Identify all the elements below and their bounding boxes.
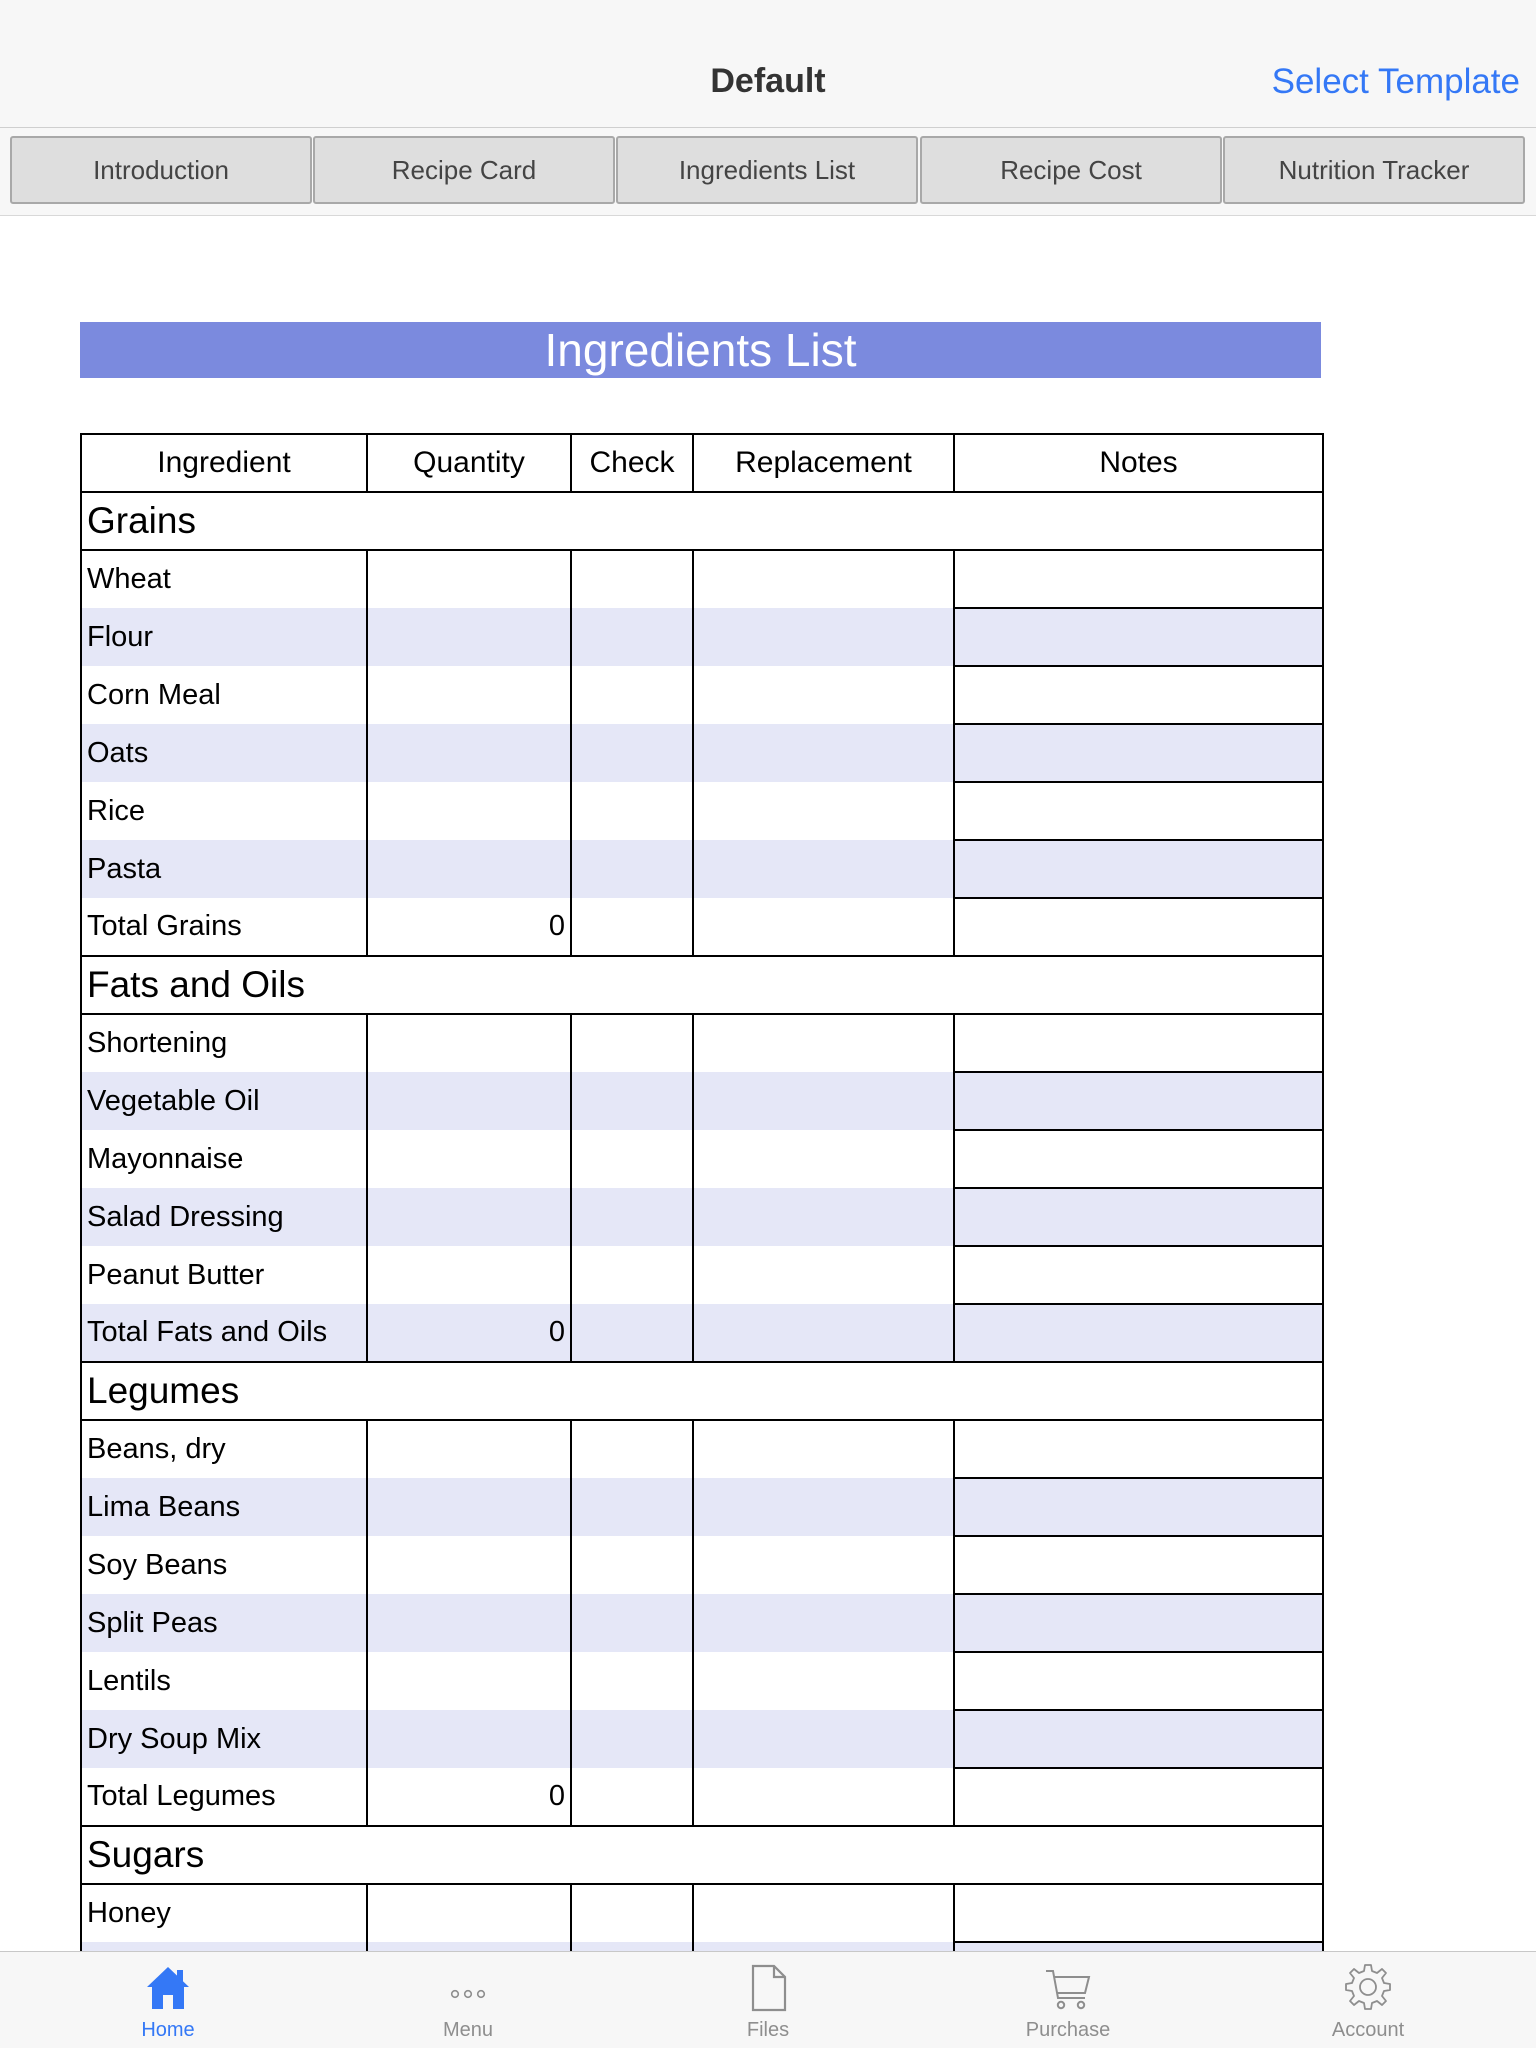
spreadsheet-area[interactable] (0, 217, 1536, 1951)
check-cell[interactable] (571, 666, 693, 724)
check-cell[interactable] (571, 840, 693, 898)
total-quantity-cell[interactable]: 0 (367, 898, 571, 956)
ingredient-cell[interactable]: Pasta (81, 840, 367, 898)
table-row (81, 1884, 1323, 1942)
document-title: Default (710, 62, 826, 100)
ingredient-cell[interactable]: Shortening (81, 1014, 367, 1072)
ingredients-table (80, 433, 1324, 1951)
check-cell[interactable] (571, 782, 693, 840)
replacement-cell[interactable] (693, 1014, 954, 1072)
tabbar-files-label: Files (746, 2019, 790, 2041)
section-header-row (81, 492, 1323, 550)
cart-icon (1043, 1962, 1093, 2014)
column-header-notes[interactable]: Notes (954, 434, 1323, 492)
check-cell[interactable] (571, 1942, 693, 1951)
tab-ingredients-list[interactable]: Ingredients List (616, 136, 918, 204)
bottom-tab-bar (0, 1951, 1536, 2048)
notes-cell[interactable] (954, 898, 1323, 956)
table-row (81, 550, 1323, 608)
replacement-cell[interactable] (693, 1710, 954, 1768)
column-header-check[interactable]: Check (571, 434, 693, 492)
table-row (81, 608, 1323, 666)
replacement-cell[interactable] (693, 724, 954, 782)
quantity-cell[interactable] (367, 1594, 571, 1652)
check-cell[interactable] (571, 1884, 693, 1942)
table-header-row (81, 434, 1323, 492)
notes-cell[interactable] (954, 1710, 1323, 1768)
check-cell[interactable] (571, 1536, 693, 1594)
check-cell[interactable] (571, 1188, 693, 1246)
notes-cell[interactable] (954, 1304, 1323, 1362)
tabbar-files[interactable] (618, 1952, 918, 2049)
replacement-cell[interactable] (693, 1768, 954, 1826)
file-icon (743, 1962, 793, 2014)
notes-cell[interactable] (954, 1130, 1323, 1188)
check-cell[interactable] (571, 608, 693, 666)
notes-cell[interactable] (954, 666, 1323, 724)
tab-nutrition-tracker[interactable]: Nutrition Tracker (1223, 136, 1525, 204)
replacement-cell[interactable] (693, 1304, 954, 1362)
notes-cell[interactable] (954, 840, 1323, 898)
table-row (81, 840, 1323, 898)
replacement-cell[interactable] (693, 1884, 954, 1942)
tabbar-account-label: Account (1331, 2019, 1405, 2041)
replacement-cell[interactable] (693, 840, 954, 898)
quantity-cell[interactable] (367, 1710, 571, 1768)
replacement-cell[interactable] (693, 666, 954, 724)
tab-recipe-card[interactable]: Recipe Card (313, 136, 615, 204)
replacement-cell[interactable] (693, 608, 954, 666)
table-row (81, 1188, 1323, 1246)
ingredient-cell[interactable]: Dry Soup Mix (81, 1710, 367, 1768)
ingredient-cell[interactable]: Beans, dry (81, 1420, 367, 1478)
section-header-row (81, 1826, 1323, 1884)
ingredient-cell[interactable]: Lentils (81, 1652, 367, 1710)
select-template-button[interactable]: Select Template (1271, 62, 1520, 101)
quantity-cell[interactable] (367, 724, 571, 782)
check-cell[interactable] (571, 1304, 693, 1362)
ingredient-cell[interactable]: Soy Beans (81, 1536, 367, 1594)
sheet-title-banner: Ingredients List (80, 322, 1321, 378)
quantity-cell[interactable] (367, 1884, 571, 1942)
total-row (81, 1768, 1323, 1826)
section-title[interactable]: Sugars (81, 1826, 1323, 1884)
quantity-cell[interactable] (367, 1942, 571, 1951)
total-row (81, 898, 1323, 956)
replacement-cell[interactable] (693, 1536, 954, 1594)
quantity-cell[interactable] (367, 782, 571, 840)
check-cell[interactable] (571, 1594, 693, 1652)
notes-cell[interactable] (954, 1420, 1323, 1478)
table-row (81, 782, 1323, 840)
check-cell[interactable] (571, 1652, 693, 1710)
table-row (81, 1594, 1323, 1652)
table-row (81, 1710, 1323, 1768)
table-row (81, 1942, 1323, 1951)
replacement-cell[interactable] (693, 782, 954, 840)
replacement-cell[interactable] (693, 1652, 954, 1710)
replacement-cell[interactable] (693, 1942, 954, 1951)
notes-cell[interactable] (954, 782, 1323, 840)
check-cell[interactable] (571, 724, 693, 782)
check-cell[interactable] (571, 1420, 693, 1478)
notes-cell[interactable] (954, 1884, 1323, 1942)
column-header-replacement[interactable]: Replacement (693, 434, 954, 492)
notes-cell[interactable] (954, 608, 1323, 666)
tabbar-home-label: Home (141, 2019, 195, 2041)
notes-cell[interactable] (954, 1594, 1323, 1652)
column-header-ingredient[interactable]: Ingredient (81, 434, 367, 492)
table-row (81, 1478, 1323, 1536)
check-cell[interactable] (571, 1710, 693, 1768)
column-header-quantity[interactable]: Quantity (367, 434, 571, 492)
notes-cell[interactable] (954, 1072, 1323, 1130)
tab-introduction[interactable]: Introduction (10, 136, 312, 204)
notes-cell[interactable] (954, 1014, 1323, 1072)
total-quantity-cell[interactable]: 0 (367, 1768, 571, 1826)
notes-cell[interactable] (954, 550, 1323, 608)
tabbar-account[interactable] (1218, 1952, 1518, 2049)
ingredient-cell[interactable]: Honey (81, 1884, 367, 1942)
quantity-cell[interactable] (367, 1246, 571, 1304)
ingredient-cell[interactable]: Vegetable Oil (81, 1072, 367, 1130)
quantity-cell[interactable] (367, 550, 571, 608)
table-row (81, 1072, 1323, 1130)
quantity-cell[interactable] (367, 1072, 571, 1130)
replacement-cell[interactable] (693, 550, 954, 608)
replacement-cell[interactable] (693, 1594, 954, 1652)
ingredient-cell[interactable]: Mayonnaise (81, 1130, 367, 1188)
check-cell[interactable] (571, 1246, 693, 1304)
quantity-cell[interactable] (367, 1478, 571, 1536)
check-cell[interactable] (571, 550, 693, 608)
table-row (81, 1246, 1323, 1304)
replacement-cell[interactable] (693, 1072, 954, 1130)
quantity-cell[interactable] (367, 1652, 571, 1710)
table-row (81, 666, 1323, 724)
gear-icon (1343, 1962, 1393, 2014)
notes-cell[interactable] (954, 1478, 1323, 1536)
check-cell[interactable] (571, 1130, 693, 1188)
table-row (81, 1420, 1323, 1478)
total-quantity-cell[interactable]: 0 (367, 1304, 571, 1362)
quantity-cell[interactable] (367, 840, 571, 898)
quantity-cell[interactable] (367, 608, 571, 666)
quantity-cell[interactable] (367, 1420, 571, 1478)
ingredient-cell[interactable]: Rice (81, 782, 367, 840)
table-row (81, 1536, 1323, 1594)
more-icon (443, 1962, 493, 2014)
total-label-cell[interactable]: Total Fats and Oils (81, 1304, 367, 1362)
replacement-cell[interactable] (693, 1478, 954, 1536)
tabbar-menu-label: Menu (442, 2019, 494, 2041)
tabbar-home[interactable] (18, 1952, 318, 2049)
notes-cell[interactable] (954, 1652, 1323, 1710)
check-cell[interactable] (571, 1014, 693, 1072)
check-cell[interactable] (571, 898, 693, 956)
check-cell[interactable] (571, 1072, 693, 1130)
ingredient-cell[interactable]: Wheat (81, 550, 367, 608)
section-title[interactable]: Legumes (81, 1362, 1323, 1420)
ingredient-cell[interactable]: Flour (81, 608, 367, 666)
replacement-cell[interactable] (693, 1246, 954, 1304)
tabbar-purchase-label: Purchase (1025, 2019, 1111, 2041)
tabbar-purchase[interactable] (918, 1952, 1218, 2049)
total-row (81, 1304, 1323, 1362)
table-row (81, 1130, 1323, 1188)
quantity-cell[interactable] (367, 1536, 571, 1594)
total-label-cell[interactable]: Total Legumes (81, 1768, 367, 1826)
ingredient-cell[interactable] (81, 1942, 367, 1951)
replacement-cell[interactable] (693, 1188, 954, 1246)
section-header-row (81, 956, 1323, 1014)
home-icon (143, 1962, 193, 2014)
notes-cell[interactable] (954, 1942, 1323, 1951)
quantity-cell[interactable] (367, 1014, 571, 1072)
ingredient-cell[interactable]: Salad Dressing (81, 1188, 367, 1246)
notes-cell[interactable] (954, 724, 1323, 782)
notes-cell[interactable] (954, 1246, 1323, 1304)
section-title[interactable]: Fats and Oils (81, 956, 1323, 1014)
notes-cell[interactable] (954, 1188, 1323, 1246)
replacement-cell[interactable] (693, 1130, 954, 1188)
total-label-cell[interactable]: Total Grains (81, 898, 367, 956)
quantity-cell[interactable] (367, 666, 571, 724)
section-title[interactable]: Grains (81, 492, 1323, 550)
notes-cell[interactable] (954, 1536, 1323, 1594)
ingredient-cell[interactable]: Corn Meal (81, 666, 367, 724)
notes-cell[interactable] (954, 1768, 1323, 1826)
table-row (81, 1652, 1323, 1710)
ingredient-cell[interactable]: Peanut Butter (81, 1246, 367, 1304)
quantity-cell[interactable] (367, 1188, 571, 1246)
navigation-bar (0, 0, 1536, 128)
replacement-cell[interactable] (693, 1420, 954, 1478)
tab-recipe-cost[interactable]: Recipe Cost (920, 136, 1222, 204)
section-header-row (81, 1362, 1323, 1420)
ingredient-cell[interactable]: Lima Beans (81, 1478, 367, 1536)
check-cell[interactable] (571, 1478, 693, 1536)
ingredient-cell[interactable]: Oats (81, 724, 367, 782)
replacement-cell[interactable] (693, 898, 954, 956)
ingredient-cell[interactable]: Split Peas (81, 1594, 367, 1652)
tabbar-menu[interactable] (318, 1952, 618, 2049)
table-row (81, 724, 1323, 782)
table-row (81, 1014, 1323, 1072)
sheet-tabs (0, 128, 1536, 216)
check-cell[interactable] (571, 1768, 693, 1826)
quantity-cell[interactable] (367, 1130, 571, 1188)
